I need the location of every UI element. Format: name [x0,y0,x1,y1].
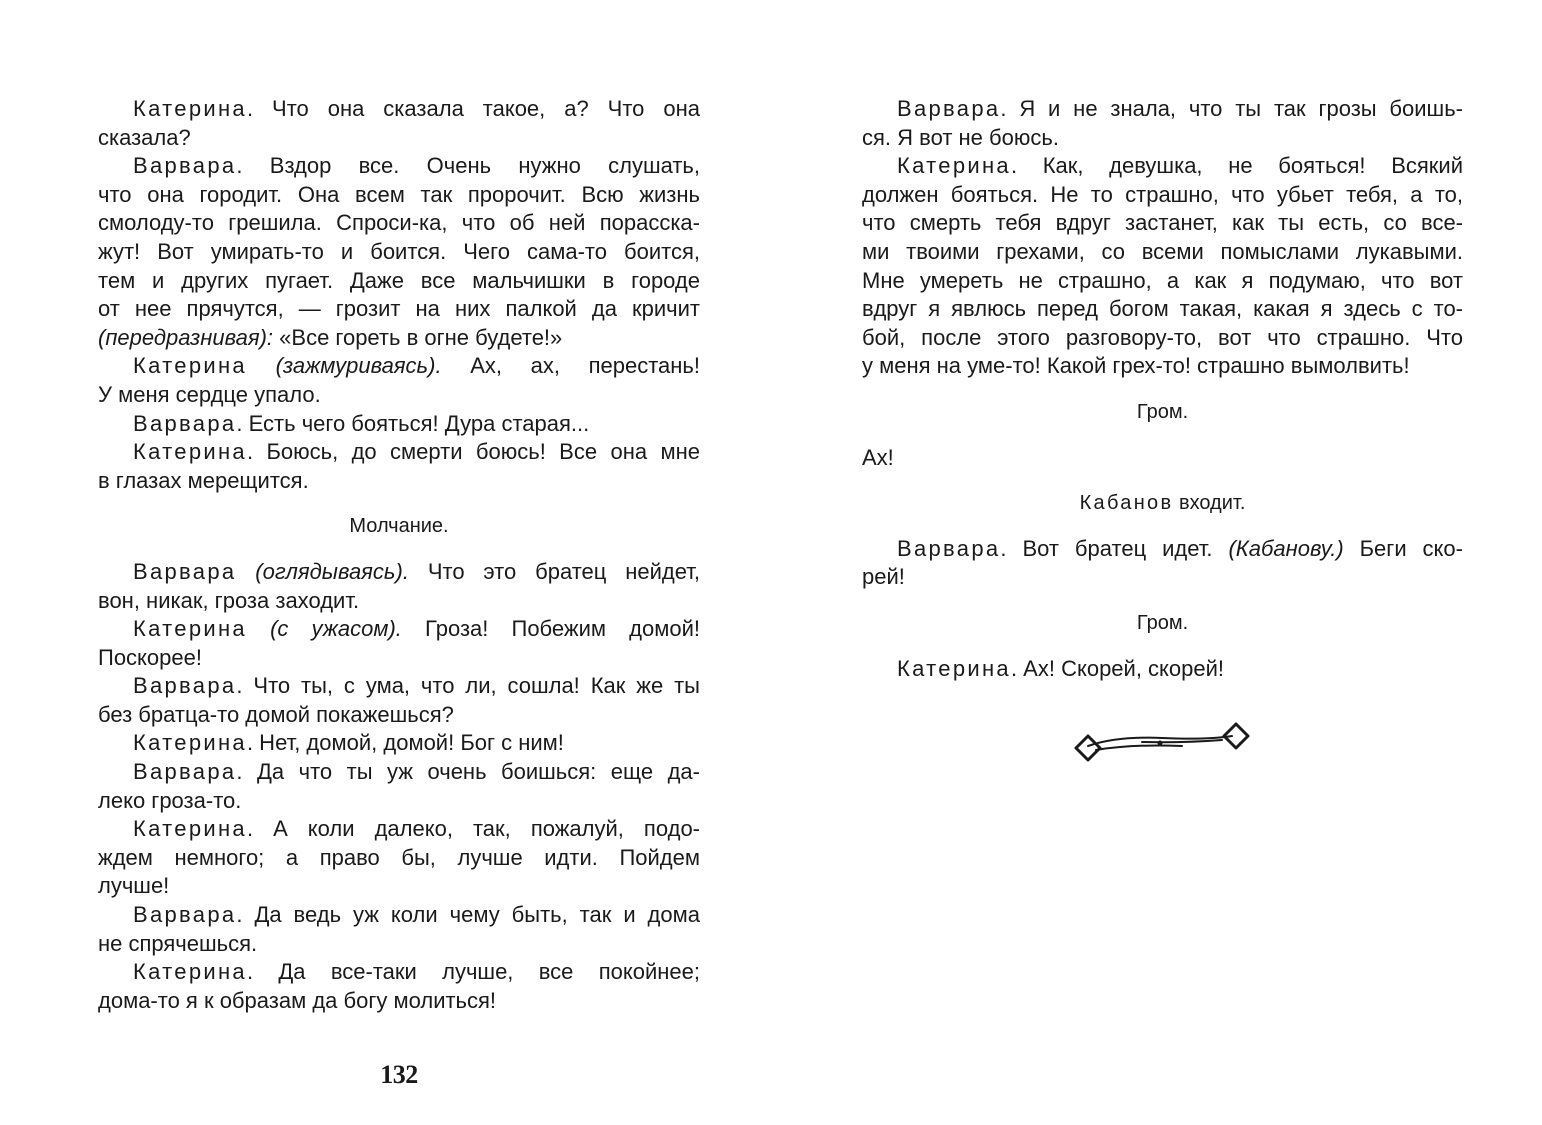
stage-remark: (зажмуриваясь). [246,353,442,379]
speaker-name: Катерина [133,959,247,985]
speaker-name: Катерина [897,153,1011,179]
speaker-name: Варвара [133,673,237,699]
right-page-text [862,95,1463,683]
text-line: ждем немного; а право бы, лучше идти. Пойдем [98,844,700,870]
text-line: Катерина (зажмуриваясь). Ах, ах, перестань! [133,353,700,379]
text-line: ся. Я вот не боюсь. [862,124,1059,150]
text-line: Ах! [862,444,894,470]
speaker-name: Катерина [133,616,247,642]
text-line: должен бояться. Не то страшно, что убьет тебя, а то, [862,181,1463,207]
text-line: Варвара. Вот братец идет. (Кабанову.) Беги ско- [897,535,1463,561]
speaker-name: Катерина [133,730,247,756]
text-line: Варвара. Да что ты уж очень боишься: еще да- [133,759,700,785]
text-line: дома-то я к образам да богу молиться! [98,987,497,1013]
text-line: Катерина. Ах! Скорей, скорей! [897,655,1225,681]
text-line: вон, никак, гроза заходит. [98,587,360,613]
text-line: что смерть тебя вдруг застанет, как ты есть, со все- [862,210,1463,236]
text-line: У меня сердце упало. [98,381,321,407]
text-line: Катерина (с ужасом). Гроза! Побежим домой! [133,616,700,642]
stage-remark: (оглядываясь). [236,558,409,584]
text-line: Катерина. А коли далеко, так, пожалуй, подо- [133,816,700,842]
left-page [98,0,700,1125]
speaker-name: Варвара [133,410,237,436]
text-line: Катерина. Боюсь, до смерти боюсь! Все она мне [133,439,700,465]
stage-remark: (передразнивая): [98,324,274,350]
speaker-name: Катерина [133,816,247,842]
text-line: Катерина. Нет, домой, домой! Бог с ним! [133,730,564,756]
speaker-name: Варвара [133,759,237,785]
speaker-name: Варвара [133,558,237,584]
text-line: жут! Вот умирать-то и боится. Чего сама-то боится, [98,238,700,264]
stage-direction: Гром. [1136,400,1189,423]
text-line: лучше! [98,873,170,899]
text-line: Катерина. Как, девушка, не бояться! Всякий [897,153,1463,179]
speaker-name: Варвара [133,902,237,928]
text-line: Варвара. Я и не знала, что ты так грозы боишь- [897,96,1463,121]
text-line: Катерина. Да все-таки лучше, все покойнее; [133,959,700,985]
stage-remark: (с ужасом). [246,616,402,642]
text-line: что она городит. Она всем так пророчит. Всю жизнь [98,181,700,207]
text-line: не спрячешься. [98,930,258,956]
speaker-name: Катерина [133,439,247,465]
text-line: Поскорее! [98,644,202,670]
text-line: вдруг я явлюсь перед богом такая, какая я здесь с то- [862,296,1463,322]
stage-direction: Молчание. [349,515,449,538]
text-line: без братца-то домой покажешься? [98,701,454,727]
text-line: Катерина. Что она сказала такое, а? Что она [133,96,700,121]
right-page [862,0,1463,1125]
text-line: сказала? [98,124,191,150]
text-line: в глазах мерещится. [98,467,309,493]
text-line: смолоду-то грешила. Спроси-ка, что об ней порасска- [98,210,700,236]
stage-direction: Гром. [1136,611,1189,634]
text-line: Мне умереть не страшно, а как я подумаю, что вот [862,267,1463,293]
text-line: Варвара (оглядываясь). Что это братец нейдет, [133,558,700,584]
stage-remark: (Кабанову.) [1228,535,1344,561]
text-line: Варвара. Да ведь уж коли чему быть, так и дома [133,902,700,928]
text-line: Варвара. Что ты, с ума, что ли, сошла! Как же ты [133,673,700,699]
text-line: рей! [862,564,905,590]
stage-direction: Кабанов входит. [1079,492,1246,515]
text-line: (передразнивая): «Все гореть в огне будете!» [98,324,563,350]
text-line: от нее прячутся, — грозит на них палкой да кричит [98,296,700,322]
scroll-ornament-icon [1072,716,1252,766]
speaker-name: Катерина [897,655,1011,681]
speaker-name: Варвара [897,96,1001,121]
speaker-name: Катерина [133,96,247,121]
text-line: Варвара. Вздор все. Очень нужно слушать, [133,153,700,179]
speaker-name: Варвара [897,535,1001,561]
speaker-name: Варвара [133,153,237,179]
text-line: бой, после этого разговору-то, вот что страшно. Что [862,324,1463,350]
speaker-name: Кабанов [1079,492,1174,515]
text-line: ми твоими грехами, со всеми помыслами лукавыми. [862,238,1463,264]
text-line: леко гроза-то. [98,787,242,813]
text-line: Варвара. Есть чего бояться! Дура старая... [133,410,590,436]
page-number: 132 [380,1060,418,1089]
left-page-text [98,95,700,1015]
text-line: тем и других пугает. Даже все мальчишки в городе [98,267,700,293]
text-line: у меня на уме-то! Какой грех-то! страшно вымолвить! [862,353,1410,379]
speaker-name: Катерина [133,353,247,379]
